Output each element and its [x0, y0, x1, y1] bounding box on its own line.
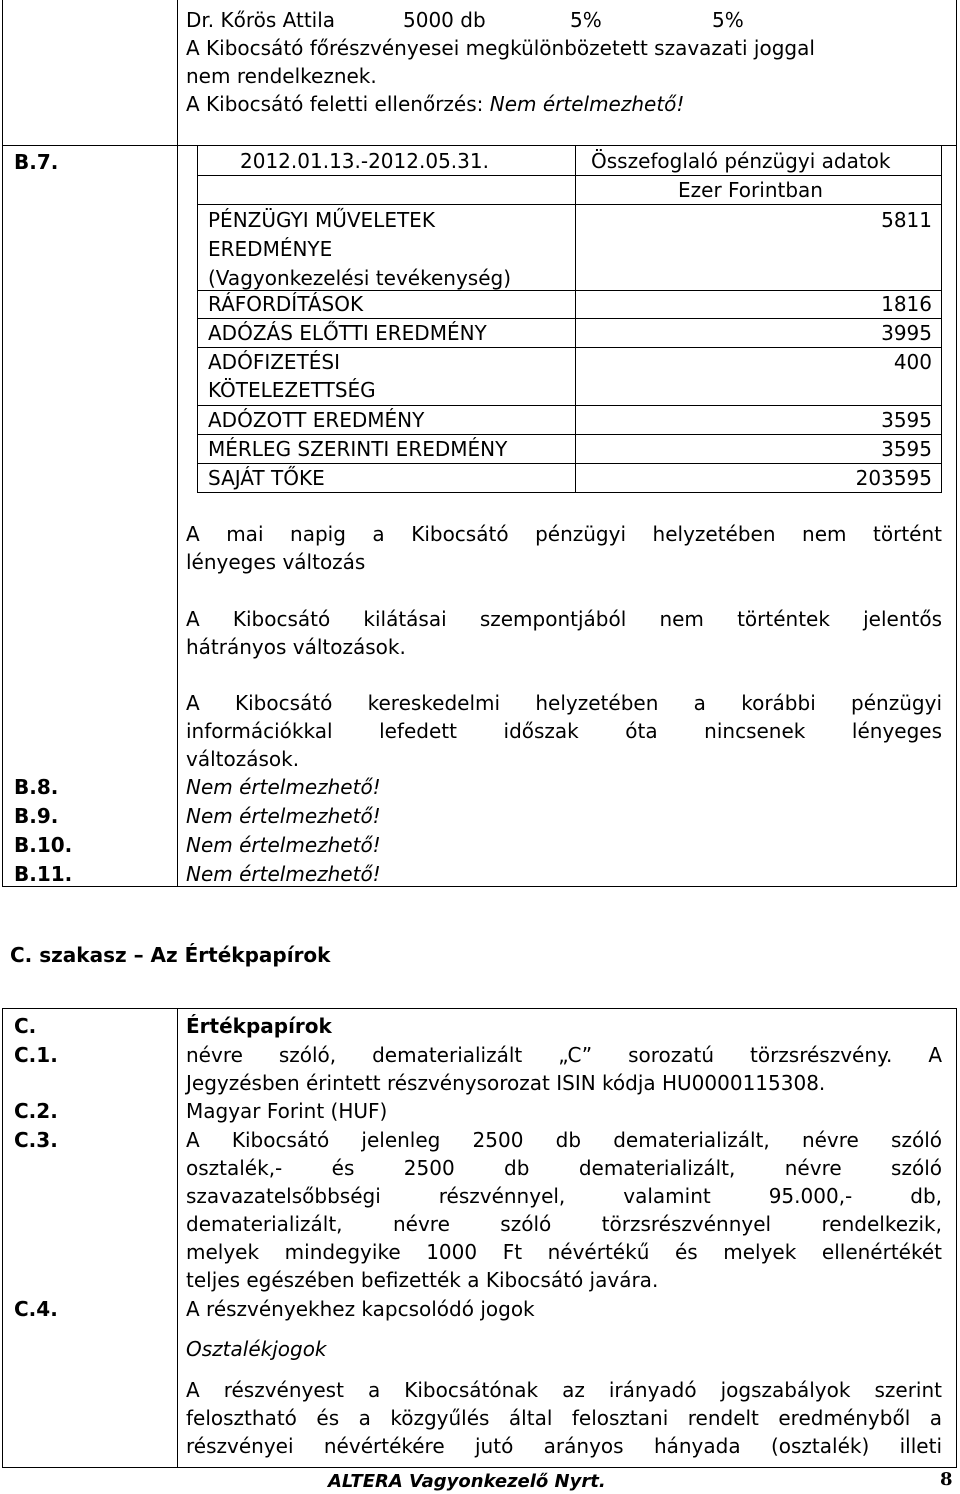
b9-text: Nem értelmezhető!	[186, 804, 381, 828]
row-label-tax: ADÓFIZETÉSI KÖTELEZETTSÉG	[208, 350, 376, 402]
section-label-b8: B.8.	[14, 775, 59, 799]
row-label-equity: SAJÁT TŐKE	[208, 466, 325, 490]
c4-subtitle: Osztalékjogok	[186, 1337, 327, 1361]
table-border-left	[2, 0, 3, 886]
section-label-b7: B.7.	[14, 150, 59, 174]
b8-text: Nem értelmezhető!	[186, 775, 381, 799]
table-border-bottom	[2, 886, 957, 887]
row-value-balance: 3595	[881, 437, 932, 461]
c1-text: névre szóló, dematerializált „C” sorozatú törzsrészvény. A Jegyzésben érintett részvénysorozat ISIN kódja HU0000115308.	[186, 1043, 942, 1095]
row-value-equity: 203595	[855, 466, 932, 490]
voting-rights-text: A Kibocsátó főrészvényesei megkülönbözetett szavazati joggal	[186, 36, 815, 60]
row-value-tax: 400	[893, 350, 932, 374]
shareholder-percent-1: 5%	[570, 8, 602, 32]
voting-rights-text-2: nem rendelkeznek.	[186, 64, 377, 88]
row-value-after-tax: 3595	[881, 408, 932, 432]
c2-label: C.2.	[14, 1099, 58, 1123]
shareholder-percent-2: 5%	[712, 8, 744, 32]
c4-title: A részvényekhez kapcsolódó jogok	[186, 1297, 535, 1321]
row-label-after-tax: ADÓZOTT EREDMÉNY	[208, 408, 425, 432]
b10-text: Nem értelmezhető!	[186, 833, 381, 857]
control-text	[186, 90, 684, 118]
paragraph-trading-position: A Kibocsátó kereskedelmi helyzetében a korábbi pénzügyi információkkal lefedett időszak óta nincsenek lényeges változások.	[186, 691, 942, 771]
section-heading: C. szakasz – Az Értékpapírok	[10, 943, 331, 967]
c-title: Értékpapírok	[186, 1014, 332, 1038]
section-label-b9: B.9.	[14, 804, 59, 828]
row-value-expenses: 1816	[881, 292, 932, 316]
b11-text: Nem értelmezhető!	[186, 862, 381, 886]
table-border-right	[956, 0, 957, 886]
shareholder-shares: 5000 db	[403, 8, 486, 32]
row-label-financial-ops: PÉNZÜGYI MŰVELETEK EREDMÉNYE (Vagyonkezelési tevékenység)	[208, 208, 511, 290]
paragraph-financial-position: A mai napig a Kibocsátó pénzügyi helyzetében nem történt lényeges változás	[186, 522, 942, 574]
c2-text: Magyar Forint (HUF)	[186, 1099, 388, 1123]
row-value-pretax: 3995	[881, 321, 932, 345]
c4-label: C.4.	[14, 1297, 58, 1321]
c1-label: C.1.	[14, 1043, 58, 1067]
c-label: C.	[14, 1014, 37, 1038]
paragraph-prospects: A Kibocsátó kilátásai szempontjából nem történtek jelentős hátrányos változások.	[186, 607, 942, 659]
footer-company: ALTERA Vagyonkezelő Nyrt.	[328, 1471, 606, 1492]
control-label: A Kibocsátó feletti ellenőrzés:	[186, 92, 490, 116]
table-row-divider	[2, 145, 957, 146]
unit-label: Ezer Forintban	[678, 178, 823, 202]
c3-text: A Kibocsátó jelenleg 2500 db dematerializált, névre szóló osztalék,- és 2500 db dematerializált, névre szóló szavazatelsőbbségi részvénnyel, valamint 95.000,- db, dematerializált, névre szóló törzsrészvénnyel rendelkezik, melyek mindegyike 1000 Ft névértékű és melyek ellenértékét teljes egészében befizették a Kibocsátó javára.	[186, 1128, 942, 1292]
row-value-financial-ops: 5811	[881, 208, 932, 232]
period: 2012.01.13.-2012.05.31.	[240, 149, 489, 173]
row-label-balance: MÉRLEG SZERINTI EREDMÉNY	[208, 437, 508, 461]
row-label-expenses: RÁFORDÍTÁSOK	[208, 292, 364, 316]
table-column-divider	[177, 0, 178, 886]
section-label-b11: B.11.	[14, 862, 73, 886]
row-label-pretax: ADÓZÁS ELŐTTI EREDMÉNY	[208, 321, 487, 345]
c4-text: A részvényest a Kibocsátónak az irányadó jogszabályok szerint felosztható és a közgyűlés által felosztani rendelt eredményből a részvényei névértékére jutó arányos hányada (osztalék) illeti	[186, 1378, 942, 1458]
summary-title: Összefoglaló pénzügyi adatok	[591, 149, 891, 173]
shareholder-name: Dr. Kőrös Attila	[186, 8, 336, 32]
page-number: 8	[940, 1469, 953, 1490]
c3-label: C.3.	[14, 1128, 58, 1152]
control-value: Nem értelmezhető!	[489, 92, 685, 116]
section-label-b10: B.10.	[14, 833, 73, 857]
